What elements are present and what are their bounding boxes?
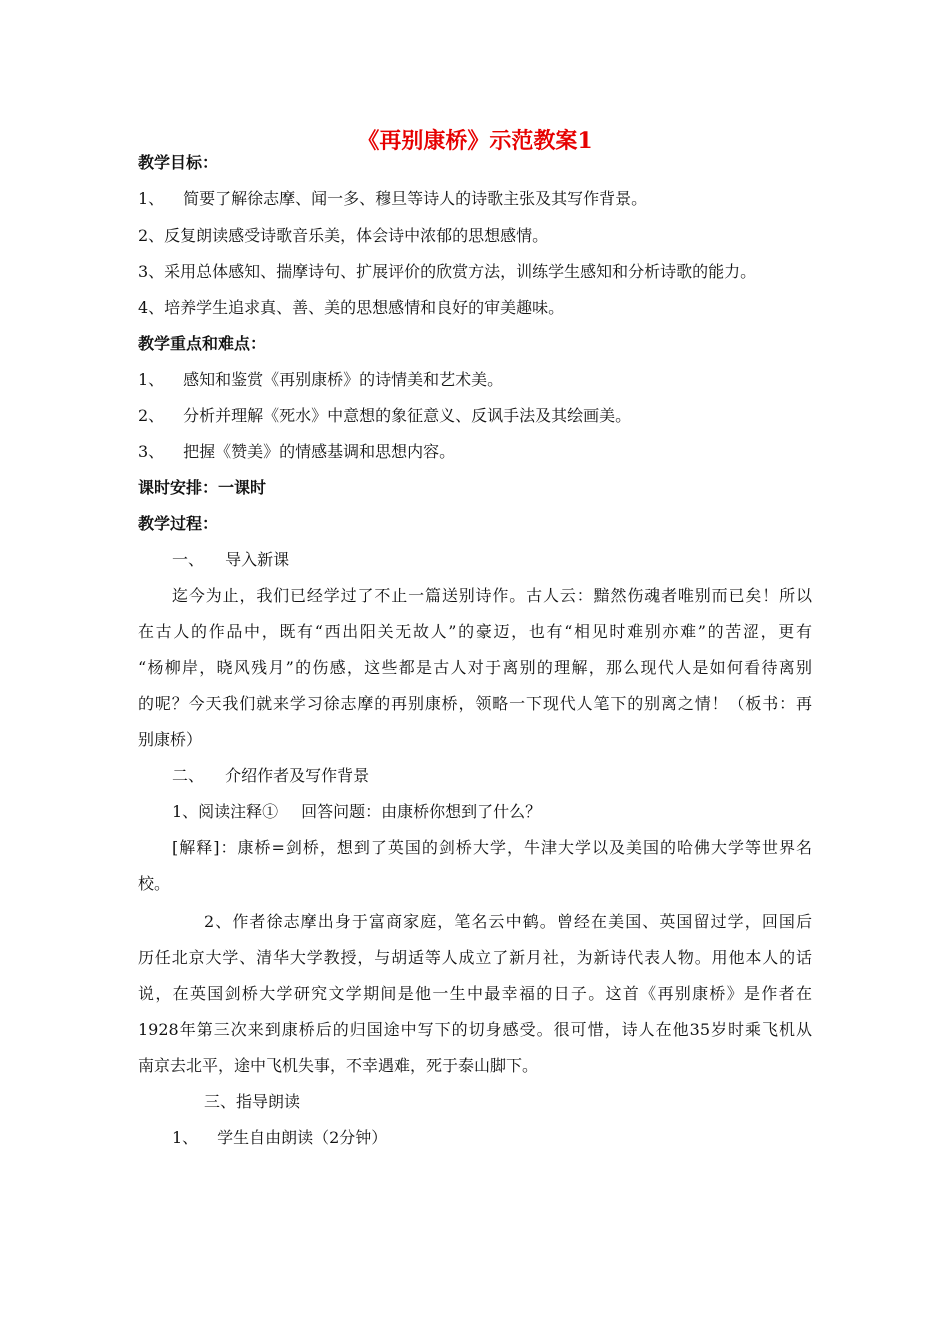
section-1-title: 导入新课 [225,550,290,569]
author-paragraph-line-3: 说，在英国剑桥大学研究文学期间是他一生中最幸福的日子。这首《再别康桥》是作者在 [138,984,812,1003]
reading-question-text: 回答问题：由康桥你想到了什么？ [301,802,542,821]
process-heading: 教学过程： [138,514,219,533]
section-2-heading [172,765,369,787]
reading-item-1 [172,1127,387,1149]
answer-line-1: [解释]：康桥=剑桥，想到了英国的剑桥大学，牛津大学以及美国的哈佛大学等世界名 [172,838,812,857]
key-point-item-2 [138,405,631,427]
key-point-item-2-number: 2、 [138,406,165,425]
reading-item-1-number: 1、 [172,1128,199,1147]
reading-question [172,801,541,823]
key-point-item-3-text: 把握《赞美》的情感基调和思想内容。 [183,442,456,461]
section-2-title: 介绍作者及写作背景 [225,766,370,785]
author-paragraph-line-1: 2、作者徐志摩出身于富商家庭，笔名云中鹤。曾经在美国、英国留过学，回国后 [204,912,812,931]
author-paragraph-line-4: 1928年第三次来到康桥后的归国途中写下的切身感受。很可惜，诗人在他35岁时乘飞机从 [138,1020,812,1039]
answer-line-2: 校。 [138,874,171,893]
document-title: 《再别康桥》示范教案1 [357,128,593,154]
objective-item-1-text: 简要了解徐志摩、闻一多、穆旦等诗人的诗歌主张及其写作背景。 [183,189,648,208]
intro-paragraph-line-1: 迄今为止，我们已经学过了不止一篇送别诗作。古人云：黯然伤魂者唯别而已矣！所以 [172,586,812,605]
key-point-item-3-number: 3、 [138,442,165,461]
intro-paragraph-line-4: 的呢？今天我们就来学习徐志摩的再别康桥，领略一下现代人笔下的别离之情！（板书：再 [138,694,812,713]
key-point-item-1-text: 感知和鉴赏《再别康桥》的诗情美和艺术美。 [183,370,504,389]
reading-question-label: 1、阅读注释① [172,802,279,821]
intro-paragraph-line-3: “杨柳岸，晓风残月”的伤感，这些都是古人对于离别的理解，那么现代人是如何看待离别 [138,658,812,677]
section-3-heading: 三、指导朗读 [204,1092,301,1111]
key-point-item-3 [138,441,455,463]
objectives-heading: 教学目标： [138,153,219,172]
objective-item-1-number: 1、 [138,189,165,208]
intro-paragraph-line-5: 别康桥） [138,730,203,749]
objective-item-3: 3、采用总体感知、揣摩诗句、扩展评价的欣赏方法，训练学生感知和分析诗歌的能力。 [138,262,757,281]
key-point-item-2-text: 分析并理解《死水》中意想的象征意义、反讽手法及其绘画美。 [183,406,632,425]
objective-item-4: 4、培养学生追求真、善、美的思想感情和良好的审美趣味。 [138,298,565,317]
objective-item-2: 2、反复朗读感受诗歌音乐美，体会诗中浓郁的思想感情。 [138,226,549,245]
intro-paragraph-line-2: 在古人的作品中，既有“西出阳关无故人”的豪迈，也有“相见时难别亦难”的苦涩，更有 [138,622,812,641]
schedule-heading: 课时安排：一课时 [138,478,267,497]
author-paragraph-line-2: 历任北京大学、清华大学教授，与胡适等人成立了新月社，为新诗代表人物。用他本人的话 [138,948,812,967]
key-points-heading: 教学重点和难点： [138,334,267,353]
section-1-number: 一、 [172,550,205,569]
key-point-item-1-number: 1、 [138,370,165,389]
section-2-number: 二、 [172,766,205,785]
objective-item-1 [138,188,647,210]
reading-item-1-text: 学生自由朗读（2分钟） [217,1128,388,1147]
author-paragraph-line-5: 南京去北平，途中飞机失事，不幸遇难，死于泰山脚下。 [138,1056,539,1075]
key-point-item-1 [138,369,503,391]
section-1-heading [172,549,289,571]
